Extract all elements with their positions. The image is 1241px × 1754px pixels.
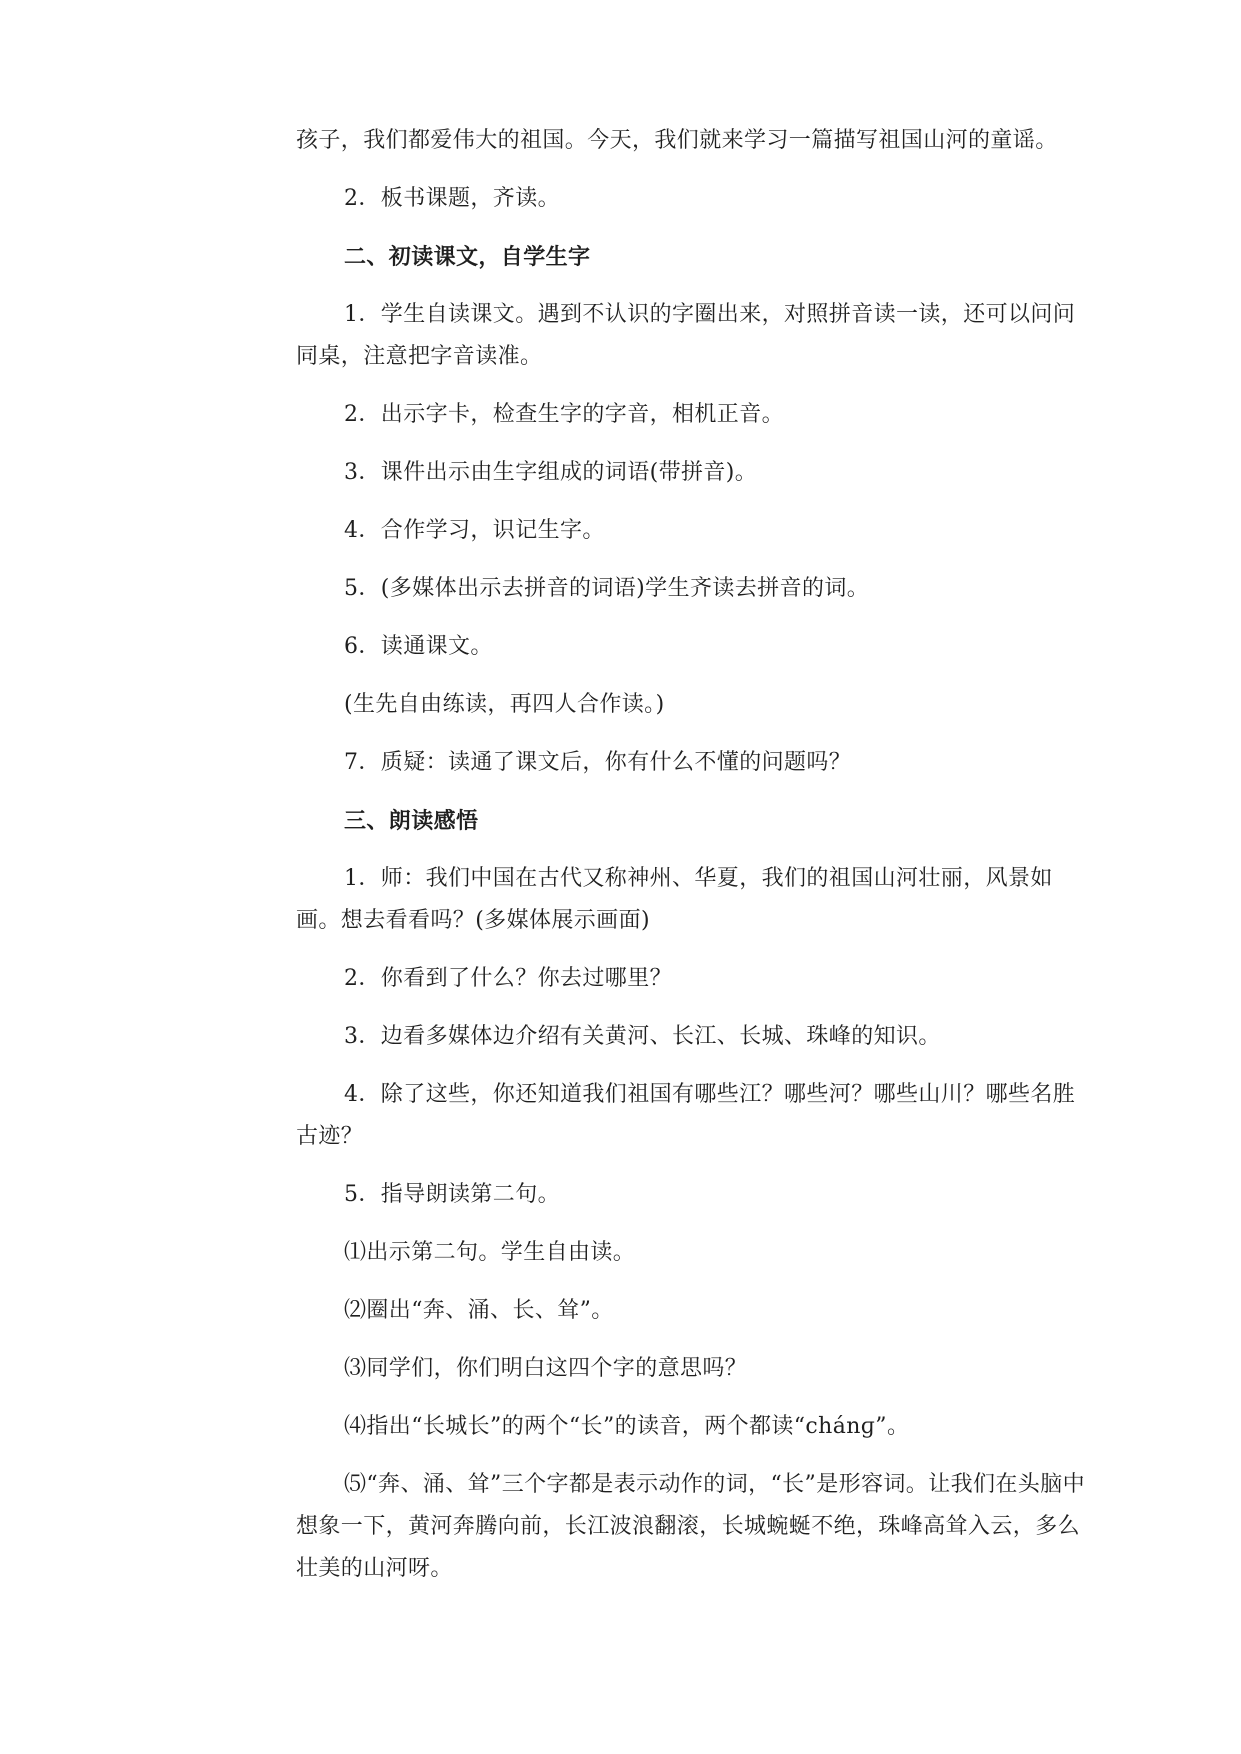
paragraph-substep: ⑴出示第二句。学生自由读。 xyxy=(344,1240,636,1265)
paragraph-step: 5．指导朗读第二句。 xyxy=(344,1182,560,1207)
document-body xyxy=(296,120,1096,1606)
paragraph-substep: ⑷指出“长城长”的两个“长”的读音，两个都读“chánɡ”。 xyxy=(344,1414,910,1439)
paragraph-step: 2．你看到了什么？你去过哪里？ xyxy=(344,966,672,991)
paragraph-note: (生先自由练读，再四人合作读。) xyxy=(344,692,665,717)
section-heading: 三、朗读感悟 xyxy=(344,808,479,834)
paragraph-step: 2．出示字卡，检查生字的字音，相机正音。 xyxy=(344,402,784,427)
paragraph-step: 3．课件出示由生字组成的词语(带拼音)。 xyxy=(344,460,758,485)
paragraph-intro: 孩子，我们都爱伟大的祖国。今天，我们就来学习一篇描写祖国山河的童谣。 xyxy=(296,128,1058,153)
paragraph-step: 7．质疑：读通了课文后，你有什么不懂的问题吗？ xyxy=(344,750,852,775)
section-heading: 二、初读课文，自学生字 xyxy=(344,244,591,270)
paragraph-substep: ⑶同学们，你们明白这四个字的意思吗？ xyxy=(344,1356,748,1381)
paragraph-step: 1．师：我们中国在古代又称神州、华夏，我们的祖国山河壮丽，风景如画。想去看看吗？(多媒体展示画面) xyxy=(296,866,1053,933)
paragraph-step: 5．(多媒体出示去拼音的词语)学生齐读去拼音的词。 xyxy=(344,576,870,601)
paragraph-substep: ⑵圈出“奔、涌、长、耸”。 xyxy=(344,1298,614,1323)
paragraph-substep: ⑸“奔、涌、耸”三个字都是表示动作的词，“长”是形容词。让我们在头脑中想象一下，黄河奔腾向前，长江波浪翻滚，长城蜿蜒不绝，珠峰高耸入云，多么壮美的山河呀。 xyxy=(296,1472,1085,1581)
paragraph-step: 1．学生自读课文。遇到不认识的字圈出来，对照拼音读一读，还可以问问同桌，注意把字音读准。 xyxy=(296,302,1076,369)
paragraph-step: 2．板书课题，齐读。 xyxy=(344,186,560,211)
paragraph-step: 4．除了这些，你还知道我们祖国有哪些江？哪些河？哪些山川？哪些名胜古迹？ xyxy=(296,1082,1076,1149)
paragraph-step: 6．读通课文。 xyxy=(344,634,493,659)
paragraph-step: 3．边看多媒体边介绍有关黄河、长江、长城、珠峰的知识。 xyxy=(344,1024,941,1049)
paragraph-step: 4．合作学习，识记生字。 xyxy=(344,518,605,543)
